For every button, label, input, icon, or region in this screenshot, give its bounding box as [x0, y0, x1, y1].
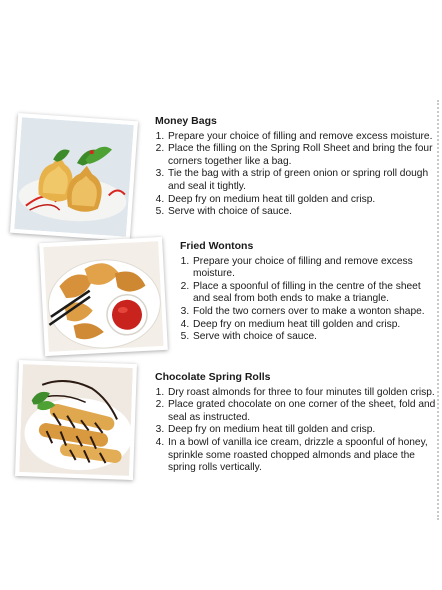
recipe-step: 2. Place the filling on the Spring Roll Sheet and bring the four corners together like a bag.	[167, 143, 438, 168]
recipe-step: 1. Dry roast almonds for three to four minutes till golden crisp.	[167, 387, 438, 400]
recipe-step: 5. Serve with choice of sauce.	[192, 331, 438, 344]
recipe-step: 3. Fold the two corners over to make a wonton shape.	[192, 306, 438, 319]
recipe-steps	[155, 387, 438, 475]
recipe-money-bags	[155, 115, 438, 219]
recipe-step: 2. Place a spoonful of filling in the centre of the sheet and seal from both ends to make a triangle.	[192, 281, 438, 306]
chocolate-spring-rolls-photo	[15, 360, 137, 480]
recipe-step: 1. Prepare your choice of filling and remove excess moisture.	[167, 131, 438, 144]
recipe-step: 2. Place grated chocolate on one corner of the sheet, fold and seal as instructed.	[167, 399, 438, 424]
recipe-title: Chocolate Spring Rolls	[155, 371, 271, 383]
recipe-step: 4. Deep fry on medium heat till golden and crisp.	[192, 319, 438, 332]
fried-wontons-photo	[39, 237, 168, 356]
recipe-title: Money Bags	[155, 115, 217, 127]
recipe-step: 3. Deep fry on medium heat till golden and crisp.	[167, 424, 438, 437]
recipe-step: 4. Deep fry on medium heat till golden and crisp.	[167, 194, 438, 207]
recipe-fried-wontons	[180, 240, 438, 344]
recipe-chocolate-spring-rolls	[155, 371, 438, 475]
recipe-steps	[180, 256, 438, 344]
recipe-title: Fried Wontons	[180, 240, 254, 252]
recipe-step: 1. Prepare your choice of filling and remove excess moisture.	[192, 256, 438, 281]
money-bags-photo	[10, 113, 138, 241]
recipe-step: 3. Tie the bag with a strip of green onion or spring roll dough and seal it tightly.	[167, 168, 438, 193]
recipe-steps	[155, 131, 438, 219]
recipe-step: 4. In a bowl of vanilla ice cream, drizzle a spoonful of honey, sprinkle some roasted chopped almonds and place the spring rolls vertically.	[167, 437, 438, 475]
recipe-step: 5. Serve with choice of sauce.	[167, 206, 438, 219]
